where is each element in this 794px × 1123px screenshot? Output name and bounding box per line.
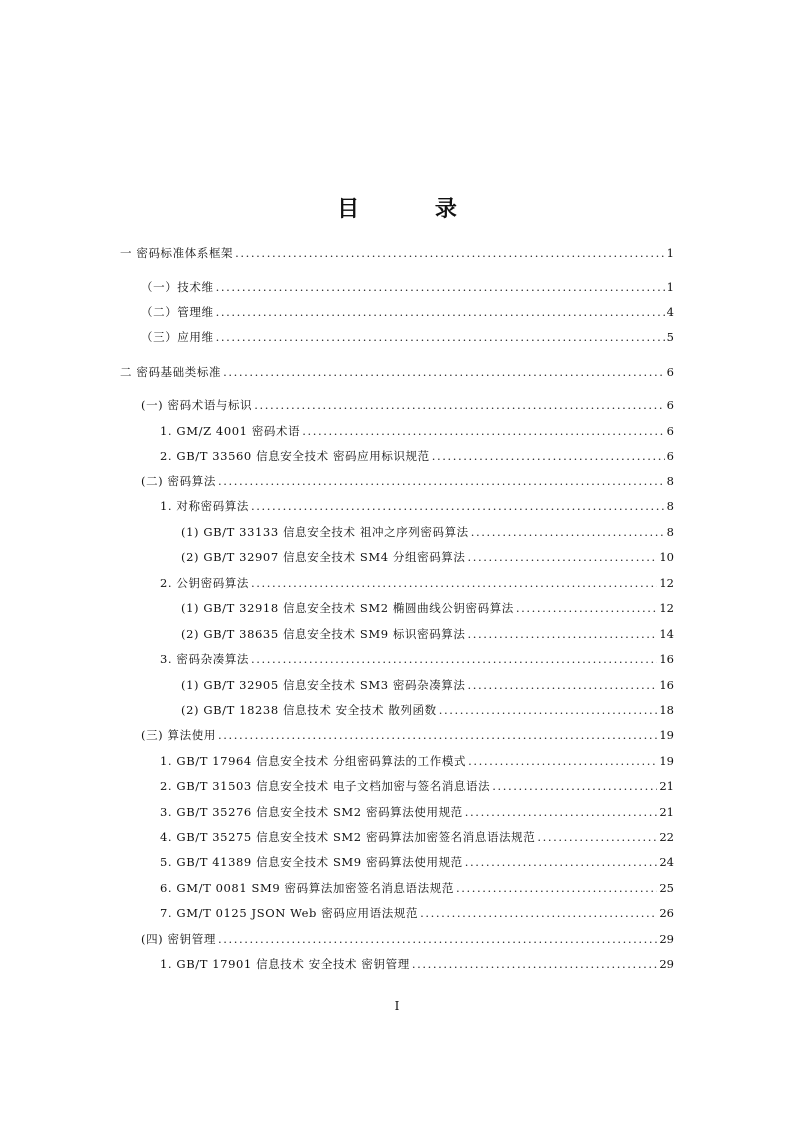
entry-page: 12 <box>659 576 674 590</box>
entry-label: 1. GB/T 17964 信息安全技术 分组密码算法的工作模式 <box>160 754 467 768</box>
dot-leader <box>223 364 665 380</box>
toc-entry[interactable] <box>160 448 674 464</box>
dot-leader <box>468 753 657 769</box>
entry-page: 8 <box>666 525 674 539</box>
entry-page: 6 <box>666 424 674 438</box>
toc-entry[interactable] <box>160 854 674 870</box>
entry-label: 一 密码标准体系框架 <box>120 246 234 260</box>
toc-entry[interactable] <box>181 626 674 642</box>
dot-leader <box>251 651 657 667</box>
entry-label: 7. GM/T 0125 JSON Web 密码应用语法规范 <box>160 906 419 920</box>
dot-leader <box>465 804 658 820</box>
dot-leader <box>235 245 665 261</box>
toc-entry[interactable] <box>141 329 674 345</box>
entry-page: 26 <box>659 906 674 920</box>
dot-leader <box>254 397 664 413</box>
entry-label: (1) GB/T 33133 信息安全技术 祖冲之序列密码算法 <box>181 525 469 539</box>
entry-page: 6 <box>666 365 674 379</box>
entry-label: (2) GB/T 32907 信息安全技术 SM4 分组密码算法 <box>181 550 466 564</box>
dot-leader <box>218 473 665 489</box>
toc-entry[interactable] <box>160 880 674 896</box>
dot-leader <box>468 626 658 642</box>
dot-leader <box>432 448 665 464</box>
dot-leader <box>302 423 664 439</box>
entry-page: 29 <box>659 957 674 971</box>
toc-entry[interactable] <box>141 473 674 489</box>
entry-label: （三）应用维 <box>141 330 214 344</box>
entry-label: (四) 密钥管理 <box>141 932 216 946</box>
toc-entry[interactable] <box>160 804 674 820</box>
entry-page: 12 <box>659 601 674 615</box>
entry-page: 21 <box>659 779 674 793</box>
entry-page: 19 <box>659 728 674 742</box>
dot-leader <box>420 905 657 921</box>
dot-leader <box>516 600 657 616</box>
entry-page: 10 <box>659 550 674 564</box>
toc-entry[interactable] <box>141 727 674 743</box>
toc-entry[interactable] <box>160 778 674 794</box>
toc-entry[interactable] <box>181 702 674 718</box>
entry-label: 3. GB/T 35276 信息安全技术 SM2 密码算法使用规范 <box>160 805 463 819</box>
dot-leader <box>251 575 657 591</box>
entry-label: (1) GB/T 32918 信息安全技术 SM2 椭圆曲线公钥密码算法 <box>181 601 514 615</box>
toc-entry[interactable] <box>160 905 674 921</box>
page-number: I <box>394 999 400 1013</box>
toc-entry[interactable] <box>141 931 674 947</box>
toc-entry[interactable] <box>160 498 674 514</box>
dot-leader <box>439 702 658 718</box>
toc-entry[interactable] <box>141 397 674 413</box>
dot-leader <box>492 778 657 794</box>
entry-label: （一）技术维 <box>141 280 214 294</box>
entry-label: 3. 密码杂凑算法 <box>160 652 250 666</box>
entry-label: 二 密码基础类标准 <box>120 365 222 379</box>
entry-label: （二）管理维 <box>141 305 214 319</box>
toc-entry[interactable] <box>160 575 674 591</box>
dot-leader <box>412 956 658 972</box>
entry-label: (1) GB/T 32905 信息安全技术 SM3 密码杂凑算法 <box>181 678 466 692</box>
toc-entry[interactable] <box>181 524 674 540</box>
entry-label: 2. 公钥密码算法 <box>160 576 250 590</box>
entry-page: 6 <box>666 398 674 412</box>
toc-entry[interactable] <box>160 956 674 972</box>
toc-entry[interactable] <box>141 279 674 295</box>
dot-leader <box>218 727 657 743</box>
entry-page: 25 <box>659 881 674 895</box>
entry-label: 1. GB/T 17901 信息技术 安全技术 密钥管理 <box>160 957 410 971</box>
toc-entry[interactable] <box>181 600 674 616</box>
dot-leader <box>216 279 665 295</box>
toc-entry[interactable] <box>181 677 674 693</box>
entry-label: (一) 密码术语与标识 <box>141 398 253 412</box>
entry-page: 16 <box>659 652 674 666</box>
dot-leader <box>537 829 657 845</box>
entry-page: 1 <box>666 280 674 294</box>
toc-entry[interactable] <box>160 753 674 769</box>
dot-leader <box>216 304 665 320</box>
entry-page: 6 <box>666 449 674 463</box>
toc-entry[interactable] <box>141 304 674 320</box>
dot-leader <box>218 931 657 947</box>
dot-leader <box>216 329 665 345</box>
dot-leader <box>465 854 658 870</box>
entry-label: (2) GB/T 18238 信息技术 安全技术 散列函数 <box>181 703 437 717</box>
entry-page: 16 <box>659 678 674 692</box>
entry-page: 8 <box>666 474 674 488</box>
toc-entry[interactable] <box>120 364 674 380</box>
dot-leader <box>468 677 658 693</box>
entry-label: 2. GB/T 33560 信息安全技术 密码应用标识规范 <box>160 449 430 463</box>
entry-label: (2) GB/T 38635 信息安全技术 SM9 标识密码算法 <box>181 627 466 641</box>
entry-page: 14 <box>659 627 674 641</box>
entry-page: 1 <box>666 246 674 260</box>
entry-label: 1. GM/Z 4001 密码术语 <box>160 424 301 438</box>
entry-label: 1. 对称密码算法 <box>160 499 250 513</box>
toc-title: 目 录 <box>337 197 491 222</box>
entry-label: (二) 密码算法 <box>141 474 216 488</box>
dot-leader <box>456 880 657 896</box>
entry-page: 8 <box>666 499 674 513</box>
entry-label: (三) 算法使用 <box>141 728 216 742</box>
entry-page: 19 <box>659 754 674 768</box>
entry-page: 5 <box>666 330 674 344</box>
entry-label: 6. GM/T 0081 SM9 密码算法加密签名消息语法规范 <box>160 881 454 895</box>
entry-label: 2. GB/T 31503 信息安全技术 电子文档加密与签名消息语法 <box>160 779 491 793</box>
entry-label: 4. GB/T 35275 信息安全技术 SM2 密码算法加密签名消息语法规范 <box>160 830 536 844</box>
dot-leader <box>468 549 658 565</box>
entry-page: 24 <box>659 855 674 869</box>
entry-page: 29 <box>659 932 674 946</box>
toc-entry[interactable] <box>160 651 674 667</box>
entry-label: 5. GB/T 41389 信息安全技术 SM9 密码算法使用规范 <box>160 855 463 869</box>
toc-entry[interactable] <box>120 245 674 261</box>
entry-page: 22 <box>659 830 674 844</box>
toc-entry[interactable] <box>160 829 674 845</box>
toc-entry[interactable] <box>181 549 674 565</box>
toc-entry[interactable] <box>160 423 674 439</box>
entry-page: 4 <box>666 305 674 319</box>
dot-leader <box>471 524 665 540</box>
entry-page: 18 <box>659 703 674 717</box>
dot-leader <box>251 498 665 514</box>
entry-page: 21 <box>659 805 674 819</box>
